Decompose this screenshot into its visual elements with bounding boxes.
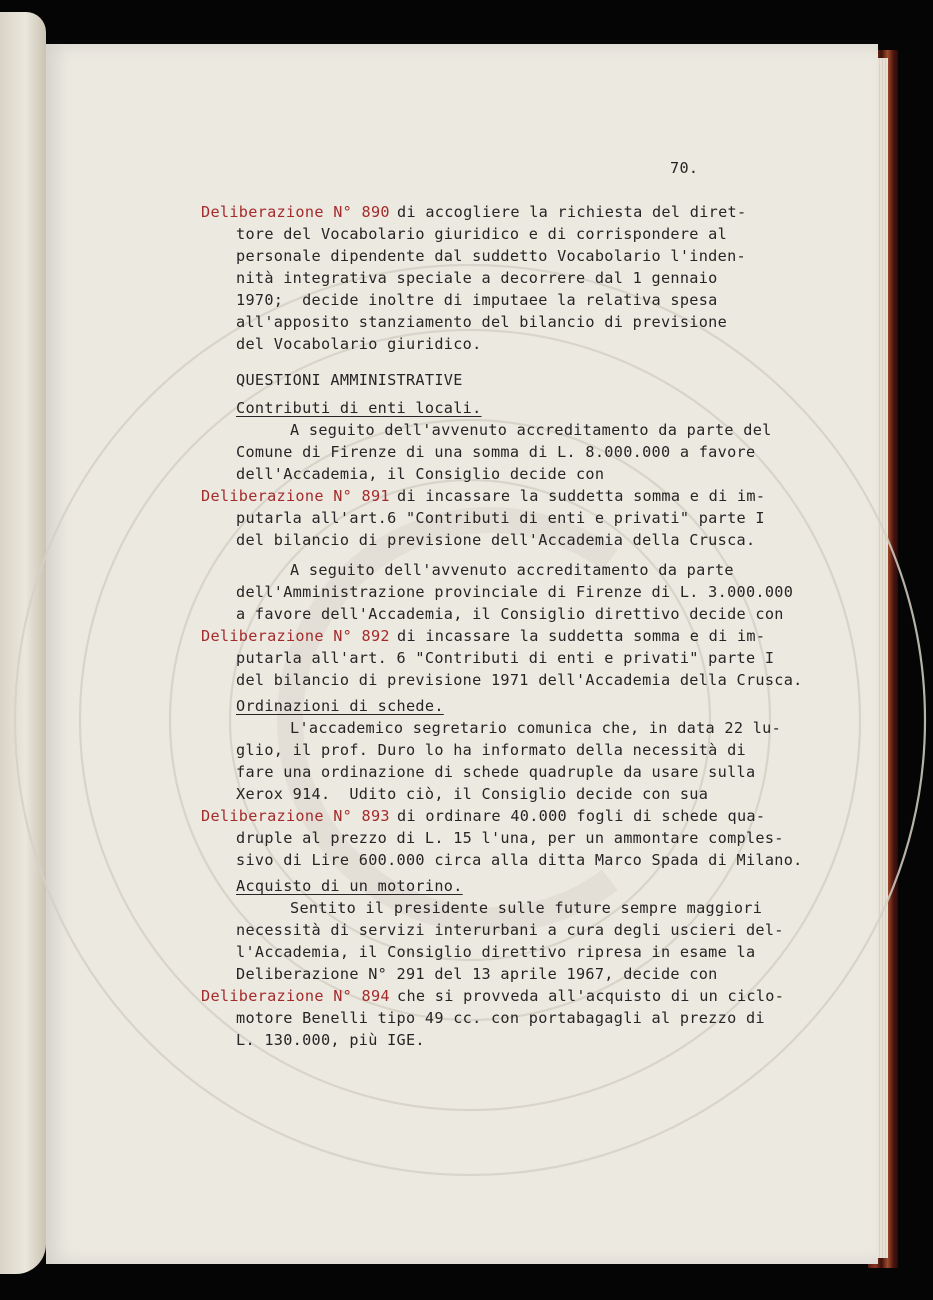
- text-line: del bilancio di previsione 1971 dell'Accademia della Crusca.: [236, 671, 803, 689]
- text-line: Deliberazione N° 291 del 13 aprile 1967, decide con: [236, 965, 718, 983]
- text-line: Sentito il presidente sulle future sempre maggiori: [290, 899, 763, 917]
- text-line: A seguito dell'avvenuto accreditamento da parte del: [290, 421, 772, 439]
- text-line: di incassare la suddetta somma e di im-: [397, 627, 766, 645]
- page-number: 70.: [670, 159, 699, 177]
- text-line: fare una ordinazione di schede quadruple da usare sulla: [236, 763, 756, 781]
- text-line: di incassare la suddetta somma e di im-: [397, 487, 766, 505]
- text-line: Comune di Firenze di una somma di L. 8.000.000 a favore: [236, 443, 756, 461]
- subsection-heading: Ordinazioni di schede.: [236, 697, 444, 715]
- deliberation-label-890: Deliberazione N° 890: [201, 203, 390, 221]
- deliberation-label-893: Deliberazione N° 893: [201, 807, 390, 825]
- deliberation-label-894: Deliberazione N° 894: [201, 987, 390, 1005]
- text-line: l'Accademia, il Consiglio direttivo ripresa in esame la: [236, 943, 756, 961]
- text-line: druple al prezzo di L. 15 l'una, per un ammontare comples-: [236, 829, 784, 847]
- text-line: L'accademico segretario comunica che, in data 22 lu-: [290, 719, 782, 737]
- text-line: che si provveda all'acquisto di un ciclo-: [397, 987, 785, 1005]
- deliberation-label-891: Deliberazione N° 891: [201, 487, 390, 505]
- text-line: a favore dell'Accademia, il Consiglio direttivo decide con: [236, 605, 784, 623]
- text-line: dell'Amministrazione provinciale di Firenze di L. 3.000.000: [236, 583, 794, 601]
- section-heading: QUESTIONI AMMINISTRATIVE: [236, 371, 463, 389]
- text-line: del Vocabolario giuridico.: [236, 335, 482, 353]
- deliberation-label-892: Deliberazione N° 892: [201, 627, 390, 645]
- text-line: L. 130.000, più IGE.: [236, 1031, 425, 1049]
- text-line: putarla all'art.6 "Contributi di enti e privati" parte I: [236, 509, 765, 527]
- text-line: Xerox 914. Udito ciò, il Consiglio decide con sua: [236, 785, 709, 803]
- text-line: del bilancio di previsione dell'Accademia della Crusca.: [236, 531, 756, 549]
- left-page-edge: [0, 12, 46, 1274]
- text-line: di ordinare 40.000 fogli di schede qua-: [397, 807, 766, 825]
- text-line: nità integrativa speciale a decorrere dal 1 gennaio: [236, 269, 718, 287]
- text-line: sivo di Lire 600.000 circa alla ditta Marco Spada di Milano.: [236, 851, 803, 869]
- text-line: dell'Accademia, il Consiglio decide con: [236, 465, 605, 483]
- text-line: all'apposito stanziamento del bilancio di previsione: [236, 313, 728, 331]
- text-line: A seguito dell'avvenuto accreditamento da parte: [290, 561, 734, 579]
- text-line: tore del Vocabolario giuridico e di corrispondere al: [236, 225, 728, 243]
- subsection-heading: Acquisto di un motorino.: [236, 877, 463, 895]
- subsection-heading: Contributi di enti locali.: [236, 399, 482, 417]
- text-line: putarla all'art. 6 "Contributi di enti e privati" parte I: [236, 649, 775, 667]
- text-line: necessità di servizi interurbani a cura degli uscieri del-: [236, 921, 784, 939]
- text-line: motore Benelli tipo 49 cc. con portabagagli al prezzo di: [236, 1009, 765, 1027]
- text-line: glio, il prof. Duro lo ha informato della necessità di: [236, 741, 746, 759]
- text-line: 1970; decide inoltre di imputaee la relativa spesa: [236, 291, 718, 309]
- text-line: personale dipendente dal suddetto Vocabolario l'inden-: [236, 247, 746, 265]
- text-line: di accogliere la richiesta del diret-: [397, 203, 747, 221]
